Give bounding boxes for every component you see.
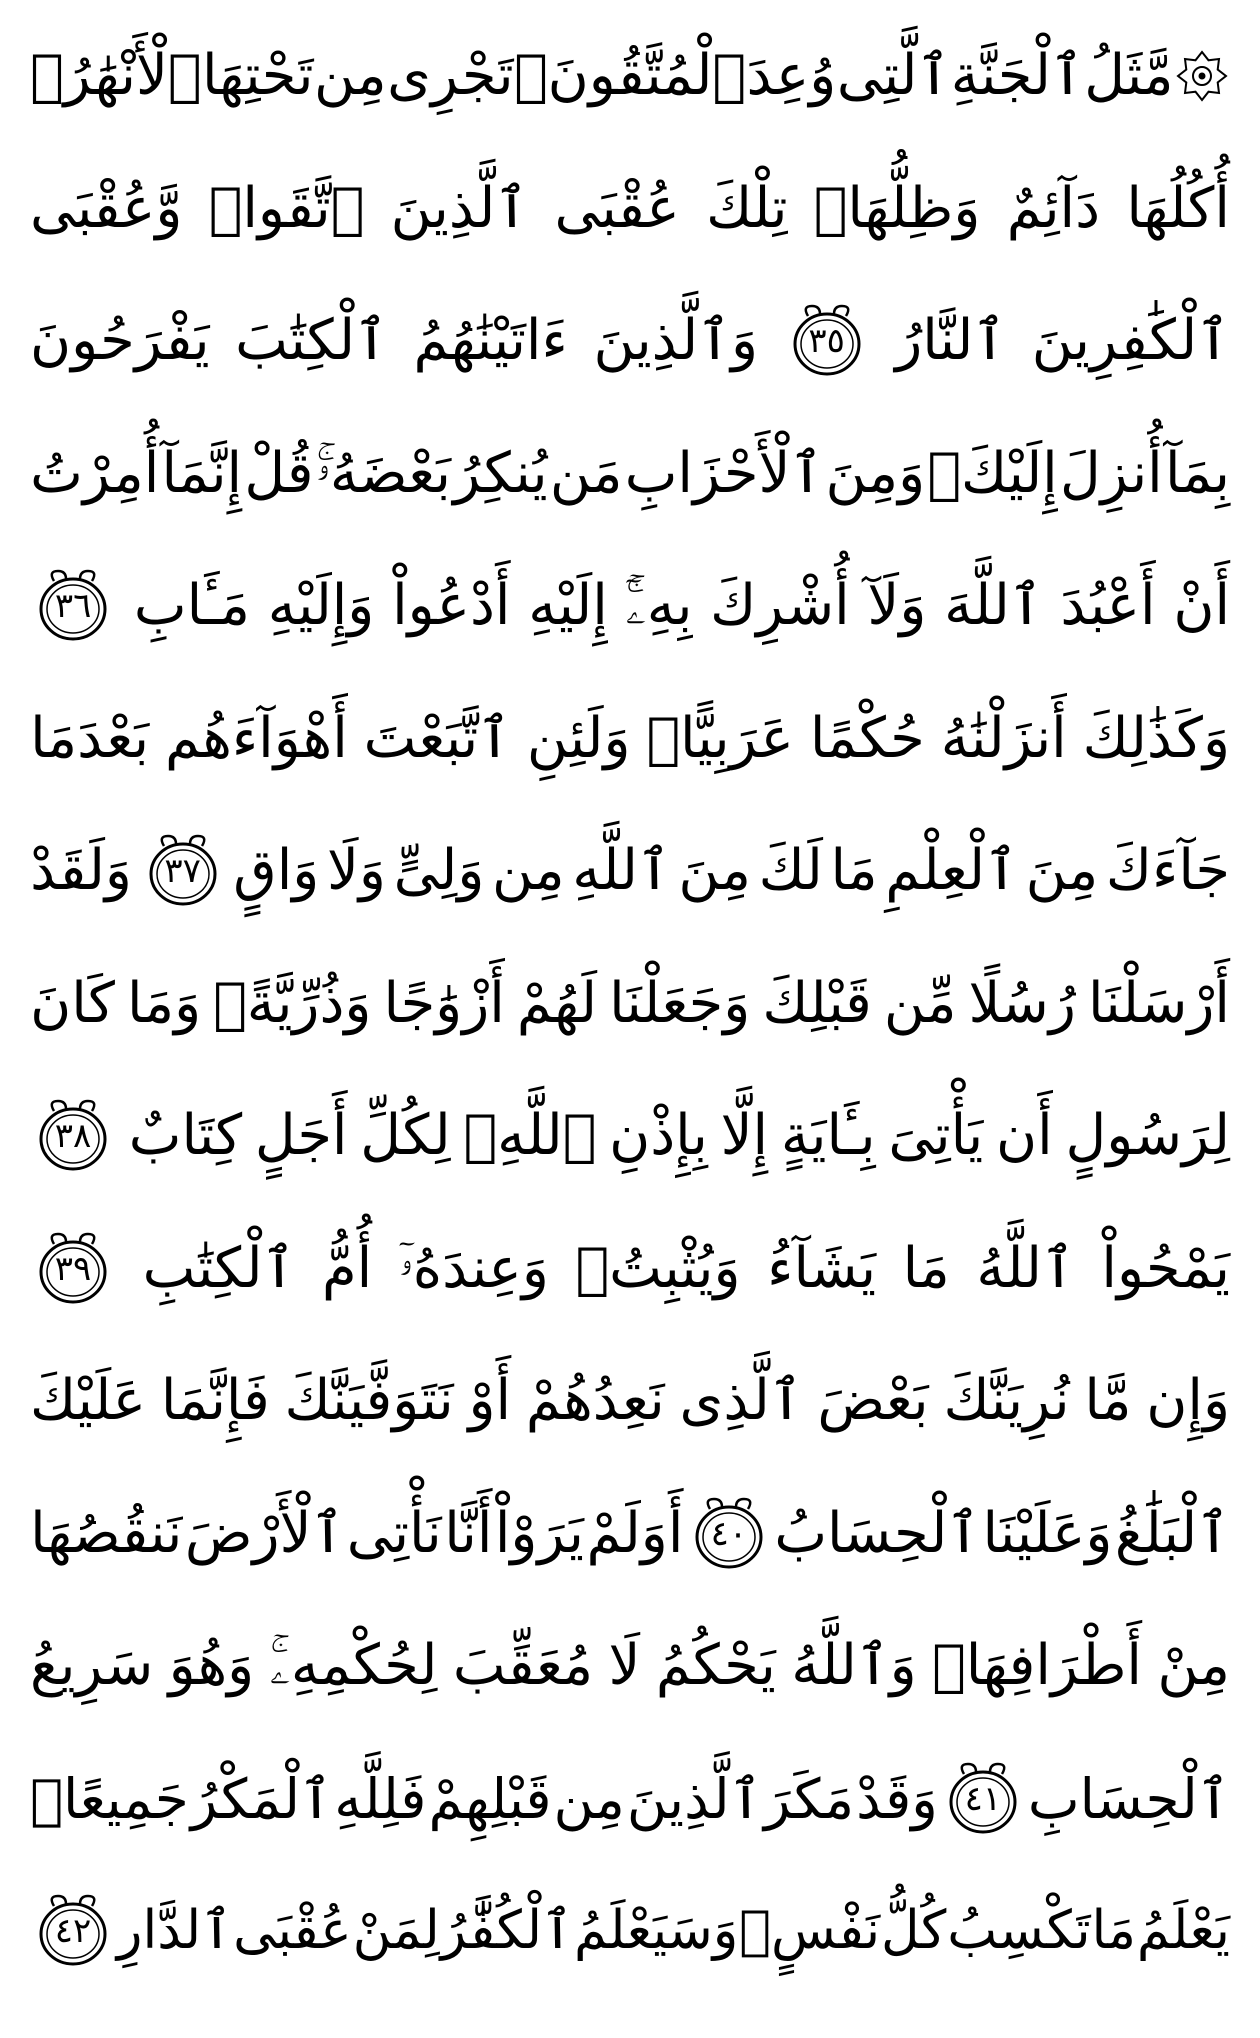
quran-word: قُلْ	[244, 440, 314, 506]
quran-word: أُمُّ	[321, 1235, 373, 1301]
quran-word: أَنَّا	[444, 1500, 493, 1566]
quran-word: نَأْتِى	[346, 1500, 442, 1566]
quran-word: ٱلَّذِى	[679, 1368, 803, 1433]
quran-word: ءَاتَيْنَٰهُمُ	[413, 308, 568, 373]
quran-word: لِحُكْمِهِۦۚ	[269, 1633, 438, 1698]
quran-line-7	[30, 823, 1230, 919]
quran-word: مِّن	[883, 970, 957, 1036]
quran-word: وَقَدْ	[856, 1766, 938, 1831]
ayah-end-marker	[30, 567, 116, 645]
quran-word: وَظِلُّهَاۚ	[813, 175, 981, 241]
quran-line-1	[30, 28, 1230, 124]
quran-word: ٱلَّذِينَ	[626, 1766, 762, 1831]
quran-word: أَهْوَآءَهُم	[165, 705, 348, 771]
quran-word: إِلَيْهِ	[528, 573, 608, 638]
quran-word: فَلِلَّهِ	[334, 1766, 427, 1831]
quran-word: بِهِۦٓۚ	[625, 573, 693, 638]
quran-word: عُقْبَى	[233, 1900, 352, 1961]
quran-word: مُعَقِّبَ	[452, 1633, 594, 1698]
quran-word: مَا	[830, 838, 878, 903]
quran-word: ٱللَّهِ	[572, 838, 671, 903]
quran-word: مَا	[1091, 1900, 1136, 1961]
quran-word: قَبْلِكَ	[762, 970, 872, 1036]
quran-line-3	[30, 293, 1230, 389]
quran-word: لِمَنْ	[352, 1900, 440, 1961]
ayah-number: ٤١	[964, 1778, 1002, 1819]
quran-word: وَمِنَ	[825, 440, 926, 506]
quran-word: كِتَابٌ	[128, 1103, 243, 1168]
quran-line-12	[30, 1486, 1230, 1582]
ayah-end-marker	[940, 1760, 1026, 1838]
quran-word: ٱلْأَرْضَ	[184, 1500, 345, 1566]
quran-word: تَجْرِى	[387, 43, 514, 108]
quran-word: سَرِيعُ	[30, 1633, 154, 1698]
quran-word: يَحْكُمُ	[655, 1633, 776, 1698]
quran-word: ٱلْجَنَّةِ	[950, 43, 1084, 108]
quran-word: وَلَئِنِ	[526, 705, 631, 771]
quran-word: بِـَٔايَةٍ	[780, 1103, 876, 1168]
quran-line-14	[30, 1751, 1230, 1847]
quran-word: نَتَوَفَّيَنَّكَ	[284, 1368, 454, 1433]
quran-word: تَحْتِهَا	[202, 43, 314, 108]
quran-word: كُلُّ	[881, 1900, 947, 1961]
quran-line-10	[30, 1221, 1230, 1317]
quran-word: ٱلْعِلْمِ	[885, 838, 1018, 903]
ayah-number: ٤٢	[54, 1911, 92, 1951]
ayah-number: ٣٥	[808, 321, 845, 361]
quran-word: مَن	[549, 440, 623, 506]
quran-word: وَإِلَيْهِ	[267, 573, 375, 638]
quran-word: يَشَآءُ	[767, 1235, 877, 1301]
quran-word: ٱللَّهَ	[944, 573, 1043, 638]
ayah-number: ٣٧	[164, 851, 201, 891]
quran-word: عَلَيْكَ	[30, 1368, 147, 1433]
quran-word: أَنزَلْنَٰهُ	[940, 705, 1067, 771]
quran-word: رُسُلًا	[968, 970, 1076, 1036]
rosette-icon	[1174, 48, 1230, 104]
quran-word: وَذُرِّيَّةًۚ	[213, 970, 372, 1036]
quran-word: وَٱلَّذِينَ	[593, 308, 758, 373]
ayah-end-marker	[30, 1097, 116, 1175]
quran-word: نَفْسٍۗ	[739, 1900, 881, 1961]
quran-word: ٱللَّهُ	[976, 1235, 1075, 1301]
quran-word: أُمِرْتُ	[30, 440, 160, 506]
quran-word: وَسَيَعْلَمُ	[573, 1900, 739, 1961]
quran-word: تِلْكَ	[706, 175, 788, 241]
quran-line-13	[30, 1618, 1230, 1714]
quran-word: أَنْ	[1173, 573, 1230, 638]
ayah-end-marker	[784, 302, 870, 380]
quran-word: مَّثَلُ	[1084, 43, 1174, 108]
quran-word: أُشْرِكَ	[710, 573, 850, 638]
quran-word: عَرَبِيًّاۚ	[646, 705, 794, 771]
quran-word: فَإِنَّمَا	[160, 1368, 270, 1433]
quran-word: ٱلْكِتَٰبِ	[142, 1235, 296, 1301]
quran-word: كَانَ	[30, 970, 115, 1036]
quran-word: وَلَا	[326, 838, 386, 903]
quran-word: وَيُثْبِتُۖ	[575, 1235, 741, 1301]
ayah-number: ٣٦	[54, 586, 92, 626]
quran-word: ٱللَّهِۗ	[463, 1103, 597, 1168]
quran-word: مِنَ	[1025, 838, 1099, 903]
quran-word: وَهُوَ	[168, 1633, 255, 1698]
quran-word: ٱلْبَلَٰغُ	[1114, 1500, 1230, 1566]
quran-line-15	[30, 1883, 1230, 1979]
quran-word: وَلِىٍّ	[393, 838, 485, 903]
quran-word: أَدْعُواْ	[392, 573, 511, 638]
quran-word: وُعِدَ	[746, 43, 837, 108]
quran-line-5	[30, 558, 1230, 654]
quran-word: إِلَّا	[720, 1103, 769, 1168]
quran-word: دَآئِمٌ	[1006, 175, 1101, 241]
ayah-end-marker	[686, 1495, 772, 1573]
quran-word: جَآءَكَ	[1105, 838, 1230, 903]
quran-word: نَعِدُهُمْ	[525, 1368, 665, 1433]
quran-word: ٱلْكَٰفِرِينَ	[1031, 308, 1230, 373]
quran-word: أَعْبُدَ	[1060, 573, 1156, 638]
quran-word: مِن	[314, 43, 387, 108]
quran-word: ٱلْأَحْزَابِ	[624, 440, 824, 506]
quran-word: جَمِيعًاۖ	[30, 1766, 189, 1831]
quran-word: وَاقٍ	[233, 838, 320, 903]
quran-word: وَإِن	[1146, 1368, 1230, 1433]
quran-line-4	[30, 426, 1230, 522]
quran-word: وَلَآ	[867, 573, 927, 638]
quran-word: أَن	[996, 1103, 1053, 1168]
quran-word: وَٱللَّهُ	[791, 1633, 917, 1698]
quran-word: لِرَسُولٍ	[1065, 1103, 1230, 1168]
quran-word: لَهُمْ	[516, 970, 598, 1036]
quran-word: مَا	[902, 1235, 950, 1301]
quran-word: مِن	[492, 838, 565, 903]
quran-word: مَّا	[1084, 1368, 1132, 1433]
quran-word: أَوْ	[468, 1368, 512, 1433]
quran-word: أَوَلَمْ	[586, 1500, 684, 1566]
quran-word: ٱلَّتِى	[836, 43, 951, 108]
quran-word: مَكَرَ	[763, 1766, 855, 1831]
quran-word: ٱتَّبَعْتَ	[363, 705, 511, 771]
quran-line-11	[30, 1353, 1230, 1449]
quran-word: أَرْسَلْنَا	[1087, 970, 1230, 1036]
ayah-end-marker	[140, 832, 226, 910]
quran-word: وَلَقَدْ	[30, 838, 132, 903]
quran-word: ٱلْكِتَٰبَ	[235, 308, 388, 373]
quran-line-9	[30, 1088, 1230, 1184]
mushaf-page	[30, 28, 1230, 2018]
quran-word: تَكْسِبُ	[947, 1900, 1091, 1961]
quran-line-6	[30, 691, 1230, 787]
quran-word: مِنْ	[1157, 1633, 1230, 1698]
quran-line-8	[30, 956, 1230, 1052]
quran-word: بَعْضَهُۥۚ	[315, 440, 451, 506]
quran-word: يُنكِرُ	[453, 440, 548, 506]
quran-word: ٱلَّذِينَ	[390, 175, 529, 241]
quran-word: ٱلدَّارِ	[116, 1900, 233, 1961]
quran-word: أُنزِلَ	[1059, 440, 1163, 506]
ayah-end-marker	[30, 1230, 116, 1308]
quran-word: حُكْمًا	[809, 705, 925, 771]
quran-word: أَزْوَٰجًا	[383, 970, 505, 1036]
quran-word: يَأْتِىَ	[888, 1103, 984, 1168]
ayah-number: ٣٩	[54, 1248, 92, 1289]
quran-word: ٱلْحِسَابُ	[774, 1500, 981, 1566]
quran-word: نَنقُصُهَا	[30, 1500, 183, 1566]
quran-word: ٱلْحِسَابِ	[1027, 1766, 1230, 1831]
quran-word: يَعْلَمُ	[1136, 1900, 1230, 1961]
quran-word: ٱلنَّارُ	[895, 308, 1007, 373]
quran-word: أَطْرَافِهَاۚ	[932, 1633, 1142, 1698]
quran-word: ٱتَّقَواۖ	[208, 175, 365, 241]
quran-word: وَّعُقْبَى	[30, 175, 183, 241]
quran-word: مِنَ	[678, 838, 751, 903]
quran-word: وَمَا	[127, 970, 202, 1036]
quran-word: إِنَّمَآ	[161, 440, 243, 506]
quran-word: ٱلْأَنْهَٰرُۖ	[30, 43, 202, 108]
ayah-end-marker	[30, 1892, 116, 1970]
quran-word: عُقْبَى	[554, 175, 680, 241]
quran-word: يَفْرَحُونَ	[30, 308, 210, 373]
quran-word: وَعَلَيْنَا	[982, 1500, 1113, 1566]
quran-word: قَبْلِهِمْ	[428, 1766, 552, 1831]
quran-word: لَا	[608, 1633, 641, 1698]
quran-word: بَعْدَمَا	[30, 705, 150, 771]
quran-word: لَكَ	[758, 838, 823, 903]
quran-word: وَكَذَٰلِكَ	[1082, 705, 1230, 771]
ayah-number: ٣٨	[54, 1116, 92, 1156]
quran-word: بِمَآ	[1164, 440, 1230, 506]
quran-word: ٱلْكُفَّٰرُ	[440, 1900, 574, 1961]
quran-word: مِن	[553, 1766, 625, 1831]
quran-word: إِلَيْكَۖ	[927, 440, 1058, 506]
quran-word: وَعِندَهُۥٓ	[398, 1235, 549, 1301]
ayah-number: ٤٠	[710, 1513, 748, 1554]
quran-word: بَعْضَ	[817, 1368, 929, 1433]
quran-word: يَرَوْاْ	[494, 1500, 584, 1566]
quran-word: مَـَٔابِ	[133, 573, 251, 638]
quran-word: نُرِيَنَّكَ	[943, 1368, 1070, 1433]
quran-line-2	[30, 161, 1230, 257]
quran-word: بِإِذْنِ	[609, 1103, 708, 1168]
quran-word: ٱلْمُتَّقُونَۖ	[514, 43, 746, 108]
quran-word: أَجَلٍ	[254, 1103, 348, 1168]
quran-word: يَمْحُواْ	[1101, 1235, 1230, 1301]
quran-word: أُكُلُهَا	[1126, 175, 1230, 241]
quran-word: ٱلْمَكْرُ	[190, 1766, 333, 1831]
quran-word: لِكُلِّ	[360, 1103, 451, 1168]
quran-word: وَجَعَلْنَا	[609, 970, 751, 1036]
